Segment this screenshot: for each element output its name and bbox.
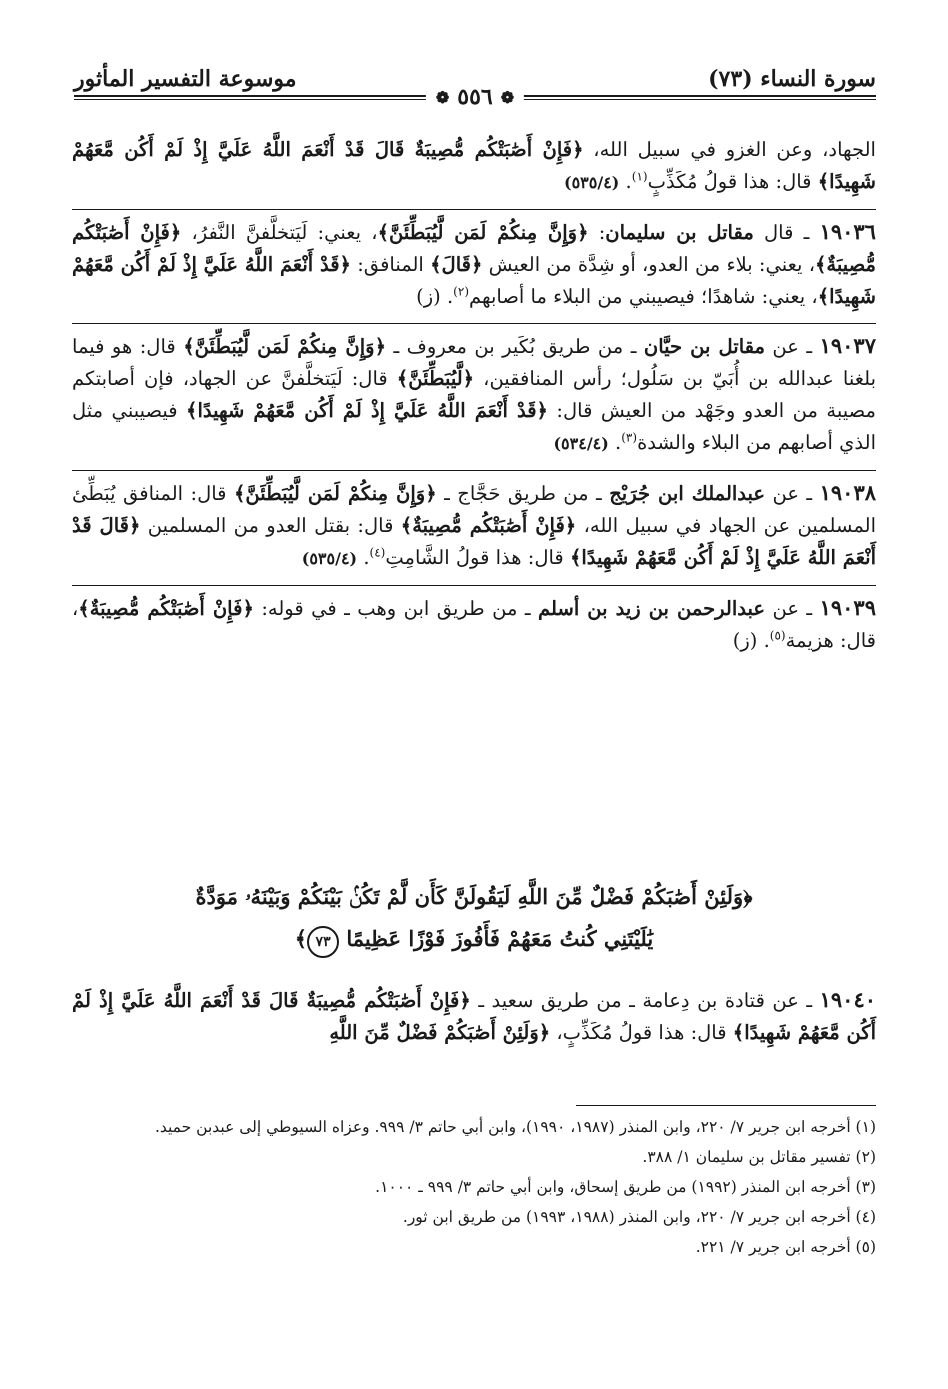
quran-quote: ﴿فَإِنْ أَصَٰبَتْكُم مُّصِيبَةٌ﴾ xyxy=(400,514,577,537)
text-run: . xyxy=(608,431,622,454)
quran-quote: ﴿لَّيُبَطِّئَنَّ﴾ xyxy=(396,367,475,390)
text-run: قال: بقتل العدو من المسلمين xyxy=(140,514,401,537)
quran-quote: ﴿فَإِنْ أَصَٰبَتْكُم مُّصِيبَةٌ قَالَ قَدْ أَنْعَمَ اللَّهُ عَلَيَّ إِذْ لَمْ أَكُن مَّعَهُمْ شَهِيدًا﴾ xyxy=(72,989,876,1044)
paragraph xyxy=(72,978,876,1059)
quran-quote: ﴿وَإِنَّ مِنكُمْ لَمَن لَّيُبَطِّئَنَّ﴾ xyxy=(183,335,387,358)
footnote: (٤) أخرجه ابن جرير ٧/ ٢٢٠، وابن المنذر (١٩٨٨، ١٩٩٣) من طريق ابن ثور. xyxy=(402,1208,876,1226)
verse-line xyxy=(120,918,828,960)
footnote: (٣) أخرجه ابن المنذر (١٩٩٢) من طريق إسحاق، وابن أبي حاتم ٣/ ٩٩٩ ـ ١٠٠٠. xyxy=(375,1178,876,1196)
text-run: . (ز) xyxy=(416,285,454,308)
footnote: (٥) أخرجه ابن جرير ٧/ ٢٢١. xyxy=(695,1238,876,1256)
book-title: موسوعة التفسير المأثور xyxy=(74,66,297,92)
text-run: ـ عن xyxy=(765,482,820,505)
paragraph xyxy=(72,209,876,323)
ornament-icon: ❁ xyxy=(435,87,450,107)
paragraph xyxy=(72,585,876,667)
text-run: ـ عن قتادة بن دِعامة ـ من طريق سعيد ـ xyxy=(470,989,820,1012)
page-header xyxy=(74,54,876,118)
page-number-box xyxy=(426,84,524,110)
quran-quote: ﴿قَدْ أَنْعَمَ اللَّهُ عَلَيَّ إِذْ لَمْ أَكُن مَّعَهُمْ شَهِيدًا﴾ xyxy=(186,399,548,422)
footnote: (١) أخرجه ابن جرير ٧/ ٢٢٠، وابن المنذر (١٩٨٧، ١٩٩٠)، وابن أبي حاتم ٣/ ٩٩٩. وعزاه السيوطي إلى عبدبن حميد. xyxy=(154,1118,876,1136)
text-run: ، يعني: لَيَتخلَّفنَّ النَّفرُ، xyxy=(181,221,378,244)
footnote: (٢) تفسير مقاتل بن سليمان ١/ ٣٨٨. xyxy=(642,1148,876,1166)
text-run: قال: هذا قولُ مُكَذِّبٍ xyxy=(647,170,818,193)
main-text xyxy=(72,128,876,667)
narrator-name: عبدالرحمن بن زيد بن أسلم xyxy=(538,597,766,620)
verse-close: ﴾ xyxy=(294,926,308,951)
entry-number: ١٩٠٣٦ xyxy=(819,219,876,244)
footnote-marker: (٢) xyxy=(453,284,469,299)
quran-quote: ﴿فَإِنْ أَصَٰبَتْكُم مُّصِيبَةٌ﴾ xyxy=(78,597,254,620)
surah-title: سورة النساء (٧٣) xyxy=(708,66,876,92)
text-run: ـ عن xyxy=(765,597,820,620)
quran-quote: ﴿فَإِنْ أَصَٰبَتْكُم مُّصِيبَةٌ قَالَ قَدْ أَنْعَمَ اللَّهُ عَلَيَّ إِذْ لَمْ أَكُن مَّعَهُمْ شَهِيدًا﴾ xyxy=(72,138,876,193)
text-run: . xyxy=(357,546,370,569)
text-run: المنافق: xyxy=(351,253,431,276)
footnote-marker: (٣) xyxy=(621,430,638,445)
paragraph xyxy=(72,128,876,209)
verse-line: ﴿وَلَئِنْ أَصَٰبَكُمْ فَضْلٌ مِّنَ اللَّهِ لَيَقُولَنَّ كَأَن لَّمْ تَكُنۢ بَيْنَكُمْ وَبَيْنَهُۥ مَوَدَّةٌ xyxy=(195,884,753,909)
text-run: قال: لَيَتخلَّفنَّ عن الجهاد، فإن أصابتكم مصيبة من العدو وجَهْد من العيش قال: xyxy=(72,367,876,422)
quran-verse xyxy=(120,876,828,960)
verse-text: يَٰلَيْتَنِي كُنتُ مَعَهُمْ فَأَفُوزَ فَوْزًا عَظِيمًا xyxy=(346,926,654,951)
verse-number: ٧٣ xyxy=(307,926,339,958)
quran-quote: ﴿قَدْ أَنْعَمَ اللَّهُ عَلَيَّ إِذْ لَمْ أَكُن مَّعَهُمْ شَهِيدًا﴾ xyxy=(72,253,876,308)
quran-quote: ﴿قَالَ قَدْ أَنْعَمَ اللَّهُ عَلَيَّ إِذْ لَمْ أَكُن مَّعَهُمْ شَهِيدًا﴾ xyxy=(72,514,876,569)
footnote-marker: (٥) xyxy=(769,628,786,643)
text-run: قال: هذا قولُ الشَّامِتِ xyxy=(385,546,570,569)
text-run: ـ من طريق حَجَّاج ـ xyxy=(436,482,610,505)
footnote-rule xyxy=(576,1105,876,1106)
text-run: قال: هو فيما بلغنا عبدالله بن أُبَيّ بن سَلُول؛ رأس المنافقين، xyxy=(72,335,876,390)
paragraph xyxy=(72,470,876,585)
entry-number: ١٩٠٣٩ xyxy=(819,595,876,620)
quran-quote: ﴿فَإِنْ أَصَٰبَتْكُم مُّصِيبَةٌ﴾ xyxy=(72,221,877,276)
narrator-name: مقاتل بن سليمان xyxy=(605,221,754,244)
quran-quote: ﴿وَإِنَّ مِنكُمْ لَمَن لَّيُبَطِّئَنَّ﴾ xyxy=(377,221,589,244)
entry-number: ١٩٠٣٨ xyxy=(819,480,877,505)
quran-quote: ﴿وَلَئِنْ أَصَٰبَكُمْ فَضْلٌ مِّنَ اللَّهِ xyxy=(329,1021,551,1044)
text-run: ـ عن xyxy=(764,335,820,358)
ornament-icon: ❁ xyxy=(500,87,515,107)
page-reference: (٥٣٤/٤) xyxy=(553,434,609,453)
text-run: ـ قال xyxy=(753,221,820,244)
text-run: ، يعني: شاهدًا؛ فيصيبني من البلاء ما أصابهم xyxy=(469,285,818,308)
footnote-marker: (٤) xyxy=(369,545,386,560)
text-run: : xyxy=(588,221,606,244)
quran-quote: ﴿وَإِنَّ مِنكُمْ لَمَن لَّيُبَطِّئَنَّ﴾ xyxy=(233,482,437,505)
text-run: ، قال: هزيمة xyxy=(72,597,876,652)
paragraph xyxy=(72,323,876,470)
text-run: ، يعني: بلاء من العدو، أو شِدَّة من العيش xyxy=(482,253,815,276)
text-run: فيصيبني مثل الذي أصابهم من البلاء والشدة xyxy=(72,399,876,454)
text-run: . (ز) xyxy=(732,629,770,652)
text-run: قال: المنافق يُبَطِّئ المسلمين عن الجهاد في سبيل الله، xyxy=(72,482,876,537)
entry-number: ١٩٠٣٧ xyxy=(819,333,876,358)
text-run: . xyxy=(619,170,632,193)
page-reference: (٥٣٥/٤) xyxy=(563,173,620,192)
narrator-name: مقاتل بن حيَّان xyxy=(643,335,765,358)
page-reference: (٥٣٥/٤) xyxy=(301,549,358,568)
text-run: الجهاد، وعن الغزو في سبيل الله، xyxy=(583,138,876,161)
main-text-continued xyxy=(72,978,876,1059)
narrator-name: عبدالملك ابن جُرَيْج xyxy=(609,482,766,505)
footnotes xyxy=(72,1112,876,1262)
text-run: ـ من طريق ابن وهب ـ في قوله: xyxy=(253,597,539,620)
text-run: قال: هذا قولُ مُكَذِّبٍ، xyxy=(550,1021,733,1044)
page-number: ٥٥٦ xyxy=(457,84,493,110)
quran-quote: ﴿قَالَ﴾ xyxy=(430,253,483,276)
text-run: ـ من طريق بُكَير بن معروف ـ xyxy=(386,335,644,358)
entry-number: ١٩٠٤٠ xyxy=(819,987,877,1012)
footnote-marker: (١) xyxy=(631,169,648,184)
